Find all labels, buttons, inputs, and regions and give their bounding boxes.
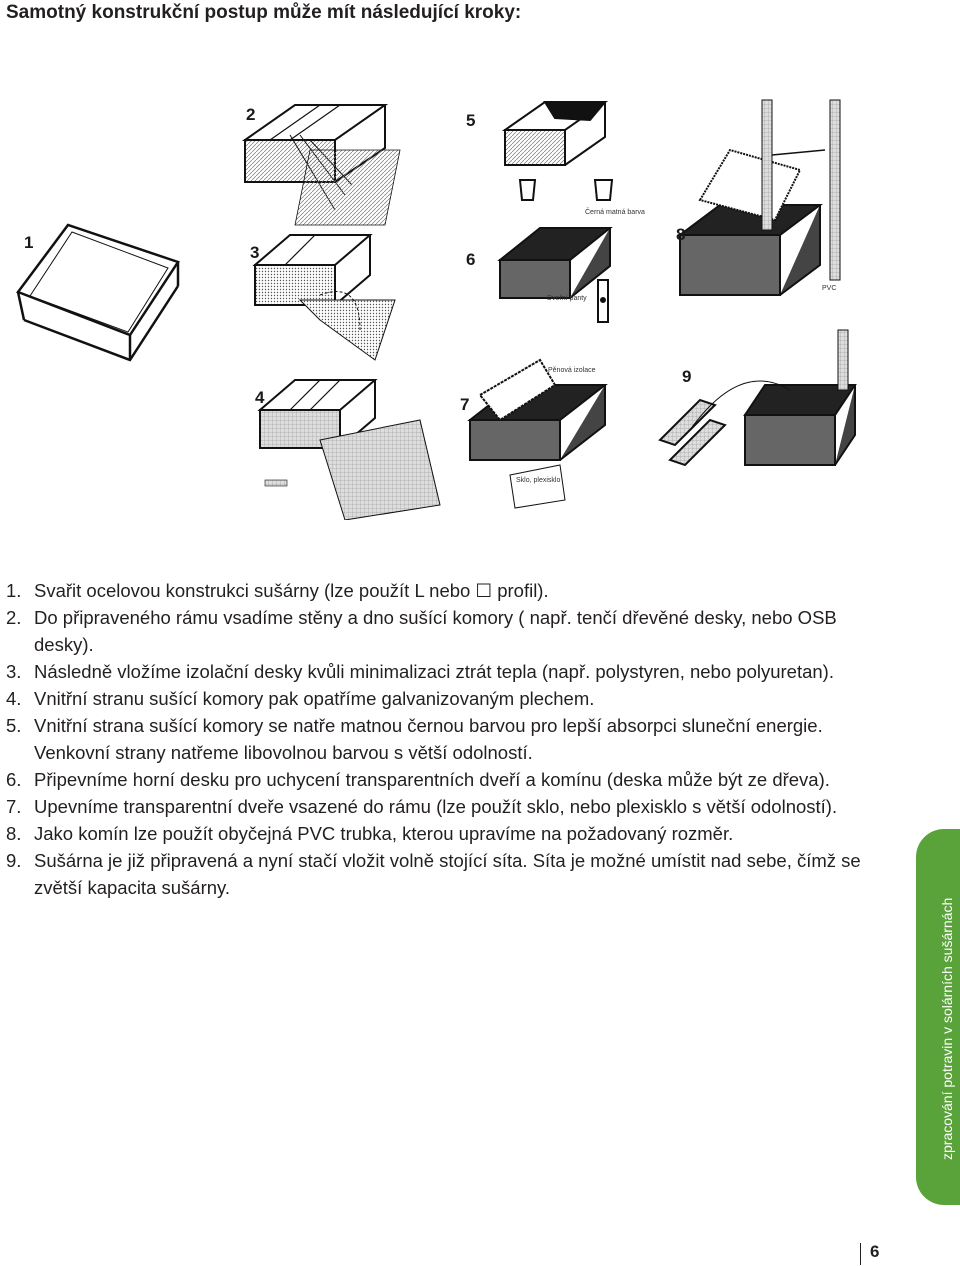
step-number: 7. bbox=[6, 796, 22, 817]
step-text: Do připraveného rámu vsadíme stěny a dno sušící komory ( např. tenčí dřevěné desky, nebo OSB desky). bbox=[34, 607, 837, 655]
step-number-5: 5 bbox=[466, 111, 476, 130]
step-number-6: 6 bbox=[466, 250, 476, 269]
step-number: 9. bbox=[6, 850, 22, 871]
step-text: Jako komín lze použít obyčejná PVC trubka, kterou upravíme na požadovaný rozměr. bbox=[34, 823, 734, 844]
pvc-label: PVC bbox=[822, 285, 837, 292]
step-number: 2. bbox=[6, 607, 22, 628]
step-text: Vnitřní stranu sušící komory pak opatříme galvanizovaným plechem. bbox=[34, 688, 595, 709]
step-number-8: 8 bbox=[676, 225, 686, 244]
step-number-7: 7 bbox=[460, 395, 470, 414]
step-text: Sušárna je již připravená a nyní stačí vložit volně stojící síta. Síta je možné umístit nad sebe, čímž se zvětší kapacita sušárny. bbox=[34, 850, 861, 898]
sheet-illustration-step-4 bbox=[260, 380, 440, 520]
walls-illustration-step-2 bbox=[245, 105, 400, 225]
foam-label: Pěnová izolace bbox=[548, 367, 596, 374]
step-number: 6. bbox=[6, 769, 22, 790]
step-number-2: 2 bbox=[246, 105, 256, 124]
insulation-illustration-step-3 bbox=[255, 235, 395, 360]
step-text: Svařit ocelovou konstrukci sušárny (lze použít L nebo ☐ profil). bbox=[34, 580, 549, 601]
step-number: 5. bbox=[6, 715, 22, 736]
trays-illustration-step-9 bbox=[660, 330, 855, 465]
step-number: 3. bbox=[6, 661, 22, 682]
step-item bbox=[6, 685, 866, 712]
step-item bbox=[6, 820, 866, 847]
page-number-divider bbox=[860, 1243, 861, 1265]
step-text: Následně vložíme izolační desky kvůli minimalizaci ztrát tepla (např. polystyren, nebo polyuretan). bbox=[34, 661, 834, 682]
step-number-1: 1 bbox=[24, 233, 34, 252]
construction-diagram bbox=[0, 80, 880, 520]
step-item bbox=[6, 766, 866, 793]
frame-illustration-step-1 bbox=[18, 225, 178, 360]
step-item bbox=[6, 604, 866, 658]
paint-illustration-step-5 bbox=[505, 102, 612, 200]
step-number-9: 9 bbox=[682, 367, 692, 386]
step-item bbox=[6, 577, 866, 604]
step-item bbox=[6, 793, 866, 820]
step-number: 1. bbox=[6, 580, 22, 601]
step-number: 8. bbox=[6, 823, 22, 844]
chimney-illustration-step-8 bbox=[680, 100, 840, 295]
step-text: Upevníme transparentní dveře vsazené do rámu (lze použít sklo, nebo plexisklo s větší odolností). bbox=[34, 796, 838, 817]
page-heading: Samotný konstrukční postup může mít následující kroky: bbox=[6, 2, 522, 23]
hinges-label: Dveřní panty bbox=[547, 295, 587, 302]
step-text: Vnitřní strana sušící komory se natře matnou černou barvou pro lepší absorpci sluneční energie. Venkovní strany natřeme libovolnou barvou s větší odolností. bbox=[34, 715, 823, 763]
black-paint-label: Černá matná barva bbox=[585, 209, 645, 216]
step-number: 4. bbox=[6, 688, 22, 709]
top-board-illustration-step-6 bbox=[500, 228, 610, 322]
side-chapter-label: zpracování potravin v solárních sušárnách bbox=[939, 897, 955, 1160]
step-text: Připevníme horní desku pro uchycení transparentních dveří a komínu (deska může být ze dřeva). bbox=[34, 769, 830, 790]
construction-steps-list bbox=[6, 577, 866, 901]
step-number-3: 3 bbox=[250, 243, 260, 262]
step-item bbox=[6, 847, 866, 901]
glass-label: Sklo, plexisklo bbox=[516, 477, 561, 484]
step-item bbox=[6, 712, 866, 766]
page-number: 6 bbox=[870, 1242, 880, 1261]
step-number-4: 4 bbox=[255, 388, 265, 407]
step-item bbox=[6, 658, 866, 685]
door-illustration-step-7 bbox=[470, 360, 605, 508]
